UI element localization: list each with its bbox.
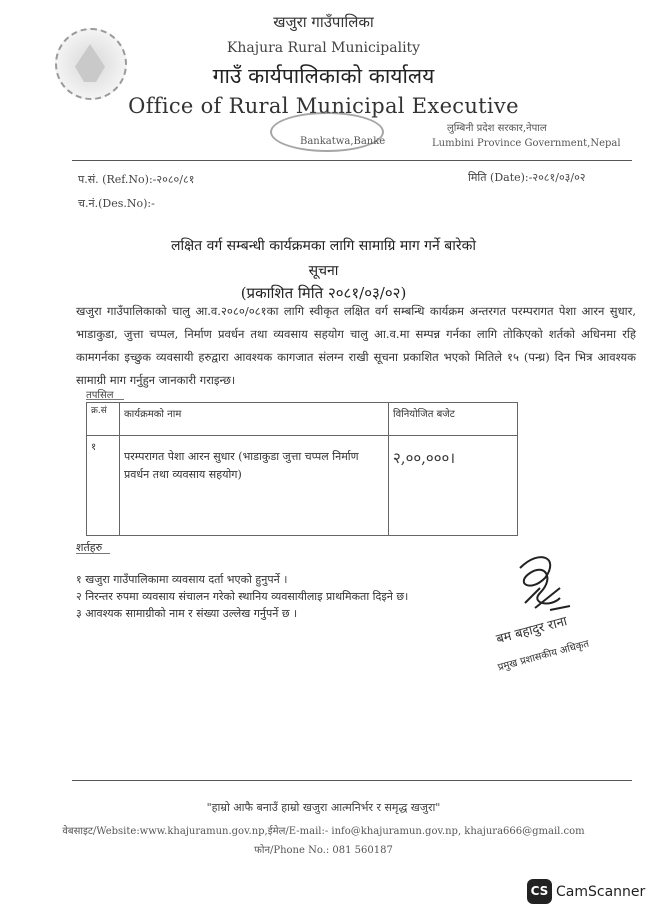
- condition-item: ३ आवश्यक सामाग्रीको नाम र संख्या उल्लेख गर्नुपर्ने छ ।: [76, 607, 298, 620]
- footer-divider: [72, 780, 632, 781]
- conditions-heading-underline: [76, 553, 110, 554]
- municipality-name-en: Khajura Rural Municipality: [226, 40, 421, 56]
- reference-number: प.सं. (Ref.No):-२०८०/८१: [78, 173, 195, 186]
- schedule-label-underline: [86, 399, 124, 400]
- header-program-name: कार्यक्रमको नाम: [120, 403, 389, 436]
- program-table: [86, 402, 518, 536]
- table-row: [87, 436, 518, 536]
- conditions-heading: शर्तहरु: [76, 541, 103, 554]
- office-name-en: Office of Rural Municipal Executive: [128, 94, 519, 118]
- notice-body: खजुरा गाउँपालिकाको चालु आ.व.२०८०/०८१का लागि स्वीकृत लक्षित वर्ग सम्बन्धि कार्यक्रम अन्तरगत परम्परागत पेशा आरन सुधार, भाडाकुडा, जुत्ता चप्पल, निर्माण प्रवर्धन तथा व्यवसाय सहयोग चालु आ.व.मा सम्पन्न गर्नका लागि तोकिएको शर्तको अधिनमा रहि कामगर्नका इच्छुक व्यवसायी हरुद्वारा आवश्यक कागजात संलग्न राखी सूचना प्रकाशित भएको मितिले १५ (पन्ध्र) दिन भित्र आवश्यक सामाग्री माग गर्नुहुन जानकारी गराइन्छ।: [76, 304, 636, 387]
- header-budget: विनियोजित बजेट: [389, 403, 518, 436]
- header-divider: [72, 160, 632, 161]
- condition-item: १ खजुरा गाउँपालिकामा व्यवसाय दर्ता भएको हुनुपर्ने ।: [76, 573, 288, 586]
- footer-slogan: "हाम्रो आफै बनाउँ हाम्रो खजुरा आत्मनिर्भर र समृद्ध खजुरा": [206, 801, 441, 814]
- table-header-row: [87, 403, 518, 436]
- row-budget: २,००,०००।: [389, 436, 518, 536]
- province-name-en: Lumbini Province Government,Nepal: [432, 138, 621, 149]
- footer-phone: फोन/Phone No.: 081 560187: [254, 845, 393, 856]
- camscanner-logo-icon: CS: [527, 879, 552, 904]
- province-name-np: लुम्बिनी प्रदेश सरकार,नेपाल: [447, 123, 547, 134]
- camscanner-watermark: CamScanner: [556, 884, 646, 900]
- signatory-title: प्रमुख प्रशासकीय अधिकृत: [496, 638, 591, 674]
- signatory-name: बम बहादुर राना: [494, 614, 569, 648]
- schedule-label: तपसिल: [86, 390, 114, 401]
- office-location: Bankatwa,Banke: [300, 136, 386, 147]
- office-name-np: गाउँ कार्यपालिकाको कार्यालय: [212, 64, 435, 88]
- condition-item: २ निरन्तर रुपमा व्यवसाय संचालन गरेको स्थानिय व्यवसायीलाइ प्राथमिकता दिइने छ।: [76, 590, 409, 603]
- dispatch-number: च.नं.(Des.No):-: [78, 197, 155, 210]
- published-date: (प्रकाशित मिति २०८१/०३/०२): [240, 284, 407, 302]
- notice-heading: सूचना: [308, 263, 339, 279]
- row-serial: १: [87, 436, 120, 536]
- footer-contact: वेबसाइट/Website:www.khajuramun.gov.np,ईमेल/E-mail:- info@khajuramun.gov.np, khajura666@gmail.com: [62, 826, 585, 837]
- row-program-name: परम्परागत पेशा आरन सुधार (भाडाकुडा जुत्ता चप्पल निर्माण प्रवर्धन तथा व्यवसाय सहयोग): [120, 436, 389, 536]
- letter-date: मिति (Date):-२०८१/०३/०२: [468, 171, 586, 184]
- header-serial: क्र.सं: [87, 403, 120, 436]
- municipality-name-np: खजुरा गाउँपालिका: [273, 13, 374, 31]
- notice-subject: लक्षित वर्ग सम्बन्धी कार्यक्रमका लागि सामाग्रि माग गर्ने बारेको: [170, 238, 477, 254]
